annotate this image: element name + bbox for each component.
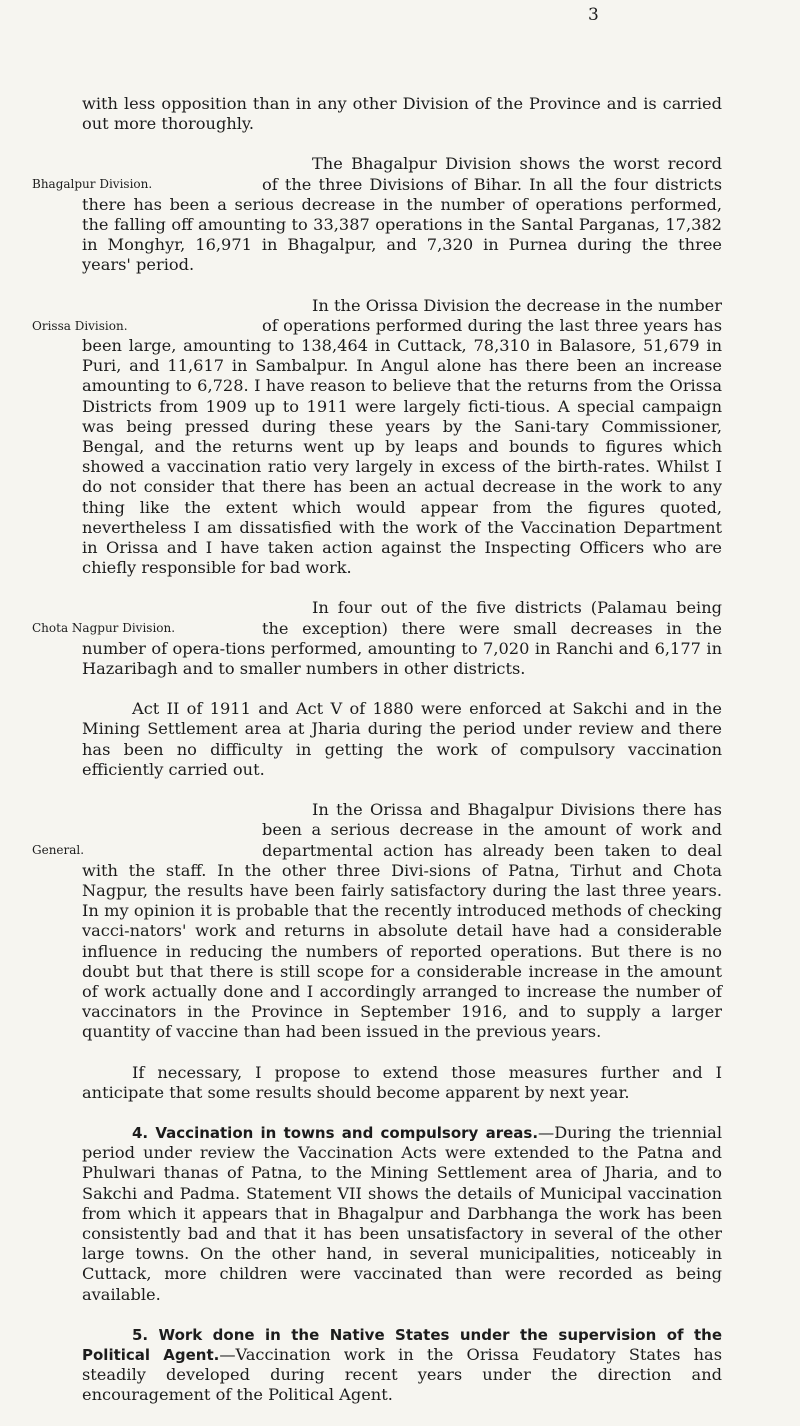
margin-note: Chota Nagpur Division. bbox=[32, 621, 176, 636]
paragraph-measures bbox=[82, 1063, 722, 1103]
paragraph-text: In the Orissa Division the decrease in the number of operations performed during the last three years has been large, amounting to 138,464 in Cuttack, 78,310 in Balasore, 51,679 in Puri, and 11,617 in Sambalpur. In Angul alone has there been an increase amounting to 6,728. I have reason to believe that the returns from the Orissa Districts from 1909 up to 1911 were largely ficti-tious. A special campaign was being pressed during these years by the Sani-tary Commissioner, Bengal, and the returns went up by leaps and bounds to figures which showed a vaccination ratio very largely in excess of the birth-rates. Whilst I do not consider that there has been an actual decrease in the work to any thing like the extent which would appear from the figures quoted, nevertheless I am dissatisfied with the work of the Vaccination Department in Orissa and I have taken action against the Inspecting Officers who are chiefly responsible for bad work. bbox=[82, 295, 722, 578]
paragraph-text: If necessary, I propose to extend those measures further and I anticipate that some results should become apparent by next year. bbox=[82, 1062, 722, 1102]
paragraph-text: The Bhagalpur Division shows the worst record of the three Divisions of Bihar. In all the four districts there has been a serious decrease in the number of operations performed, the falling off amounting to 33,387 operations in the Santal Parganas, 17,382 in Monghyr, 16,971 in Bhagalpur, and 7,320 in Purnea during the three years' period. bbox=[82, 154, 722, 275]
paragraph-acts bbox=[82, 699, 722, 780]
body-text bbox=[32, 94, 722, 1426]
paragraph-orissa bbox=[32, 295, 722, 579]
section-5 bbox=[82, 1325, 722, 1406]
margin-note: Orissa Division. bbox=[32, 318, 128, 333]
page-number: 3 bbox=[588, 5, 599, 25]
paragraph-text: —During the triennial period under review the Vaccination Acts were extended to the Patna and Phulwari thanas of Patna, to the Mining Settlement area of Jharia, and to Sakchi and Padma. Statement VII shows the details of Municipal vaccination from which it appears that in Bhagalpur and Darbhanga the work has been consistently bad and that it has been unsatisfactory in several of the other large towns. On the other hand, in several municipalities, noticeably in Cuttack, more children were vaccinated than were recorded as being available. bbox=[82, 1122, 722, 1304]
paragraph-general bbox=[32, 800, 722, 1042]
margin-note: General. bbox=[32, 843, 85, 858]
paragraph-text: Act II of 1911 and Act V of 1880 were enforced at Sakchi and in the Mining Settlement area at Jharia during the period under review and there has been no difficulty in getting the work of compulsory vaccination efficiently carried out. bbox=[82, 699, 722, 779]
section-heading: 4. Vaccination in towns and compulsory areas. bbox=[132, 1123, 539, 1142]
paragraph-text: with less opposition than in any other Division of the Province and is carried out more thoroughly. bbox=[82, 94, 722, 134]
section-4 bbox=[82, 1123, 722, 1305]
paragraph-chota-nagpur bbox=[32, 598, 722, 679]
paragraph-text: In the Orissa and Bhagalpur Divisions there has been a serious decrease in the amount of work and departmental action has already been taken to deal with the staff. In the other three Divi-sions of Patna, Tirhut and Chota Nagpur, the results have been fairly satisfactory during the last three years. In my opinion it is probable that the recently introduced methods of checking vacci-nators' work and returns in absolute detail have had a considerable influence in reducing the numbers of reported operations. But there is no doubt but that there is still scope for a considerable increase in the amount of work actually done and I accordingly arranged to increase the number of vaccinators in the Province in September 1916, and to supply a larger quantity of vaccine than had been issued in the previous years. bbox=[82, 800, 722, 1042]
paragraph-bhagalpur bbox=[32, 154, 722, 275]
margin-note: Bhagalpur Division. bbox=[32, 177, 153, 192]
paragraph-text: In four out of the five districts (Palamau being the exception) there were small decreases in the number of opera-tions performed, amounting to 7,020 in Ranchi and 6,177 in Hazaribagh and to smaller numbers in other districts. bbox=[82, 598, 722, 679]
section-heading: 5. Work done in the Native States under the supervision of the Political Agent. bbox=[82, 1325, 722, 1364]
paragraph-text: —Vaccination work in the Orissa Feudatory States has steadily developed during recent years under the direction and encouragement of the Political Agent. bbox=[82, 1344, 722, 1405]
paragraph-continuation bbox=[82, 94, 722, 134]
